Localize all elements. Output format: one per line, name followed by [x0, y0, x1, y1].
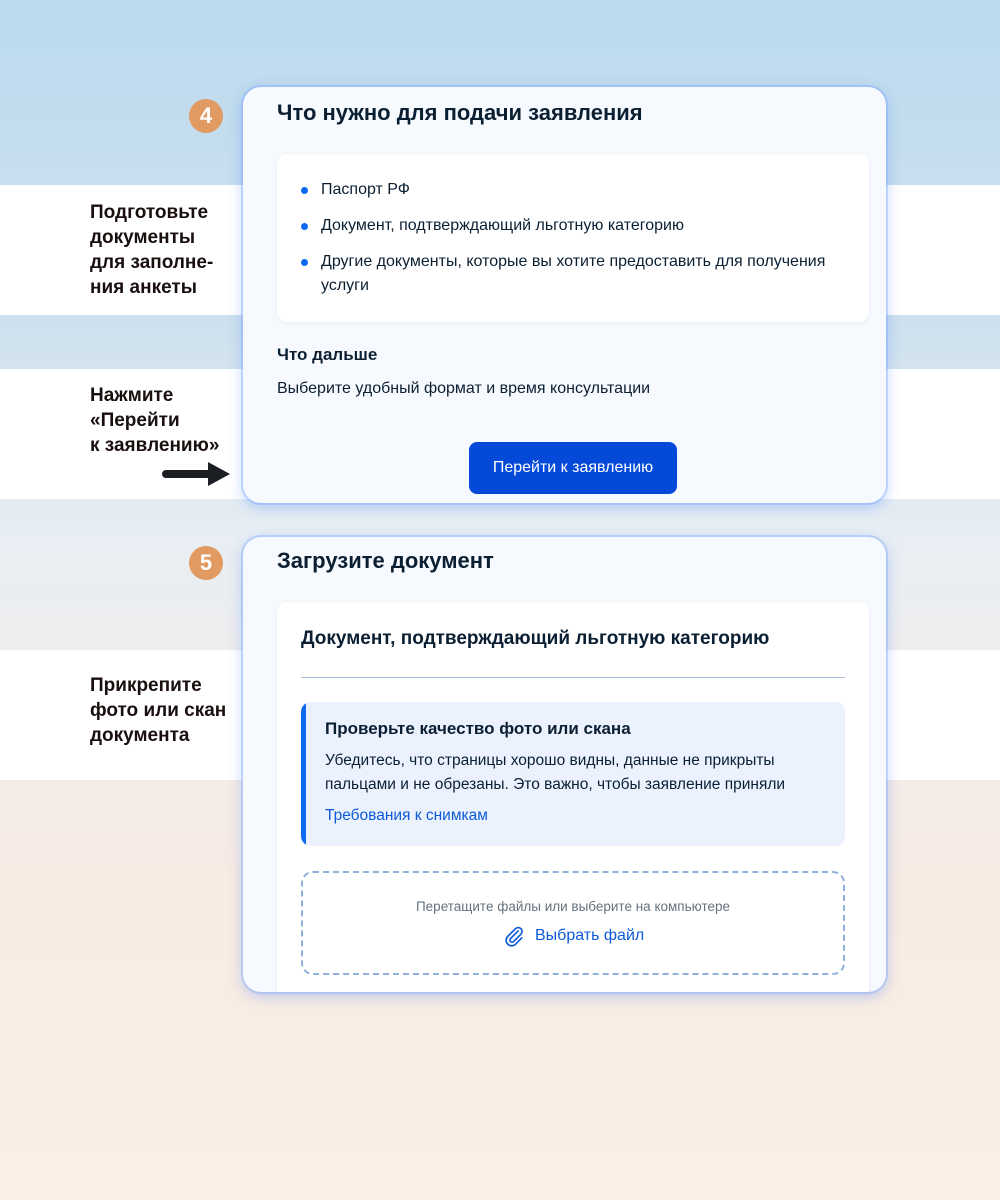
next-steps-title: Что дальше: [277, 345, 378, 364]
photo-requirements-link[interactable]: Требования к снимкам: [325, 807, 488, 824]
documents-list: [301, 178, 841, 310]
document-title: Документ, подтверждающий льготную категорию: [301, 628, 770, 649]
requirements-title: Что нужно для подачи заявления: [277, 100, 643, 125]
requirements-card: [243, 87, 886, 503]
paperclip-icon: [503, 925, 525, 947]
documents-box: [277, 154, 869, 322]
quality-notice: [301, 702, 845, 846]
list-item: Другие документы, которые вы хотите предоставить для получения услуги: [301, 250, 841, 298]
choose-file-button[interactable]: [503, 923, 644, 949]
notice-accent-bar: [301, 702, 306, 846]
notice-text: Убедитесь, что страницы хорошо видны, данные не прикрыты пальцами и не обрезаны. Это важно, чтобы заявление приняли: [325, 752, 786, 793]
upload-card: [243, 537, 886, 992]
arrow-right-icon: [162, 462, 230, 486]
choose-file-label: Выбрать файл: [535, 927, 645, 944]
next-steps-text: Выберите удобный формат и время консультации: [277, 380, 651, 397]
step-5-instruction: Прикрепите фото или скан документа: [90, 675, 227, 746]
list-item: Паспорт РФ: [301, 178, 841, 202]
file-dropzone[interactable]: [301, 871, 845, 975]
step-5-badge: 5: [189, 546, 223, 580]
upload-panel: [277, 602, 869, 992]
list-item: Документ, подтверждающий льготную категорию: [301, 214, 841, 238]
notice-title: Проверьте качество фото или скана: [325, 719, 631, 738]
go-to-application-button[interactable]: Перейти к заявлению: [469, 442, 677, 494]
button-hint-instruction: Нажмите «Перейти к заявлению»: [90, 385, 220, 456]
dropzone-hint: Перетащите файлы или выберите на компьютере: [415, 899, 731, 914]
step-4-badge: 4: [189, 99, 223, 133]
step-4-instruction: Подготовьте документы для заполне- ния анкеты: [90, 202, 214, 298]
upload-title: Загрузите документ: [277, 548, 494, 573]
divider: [301, 677, 845, 678]
